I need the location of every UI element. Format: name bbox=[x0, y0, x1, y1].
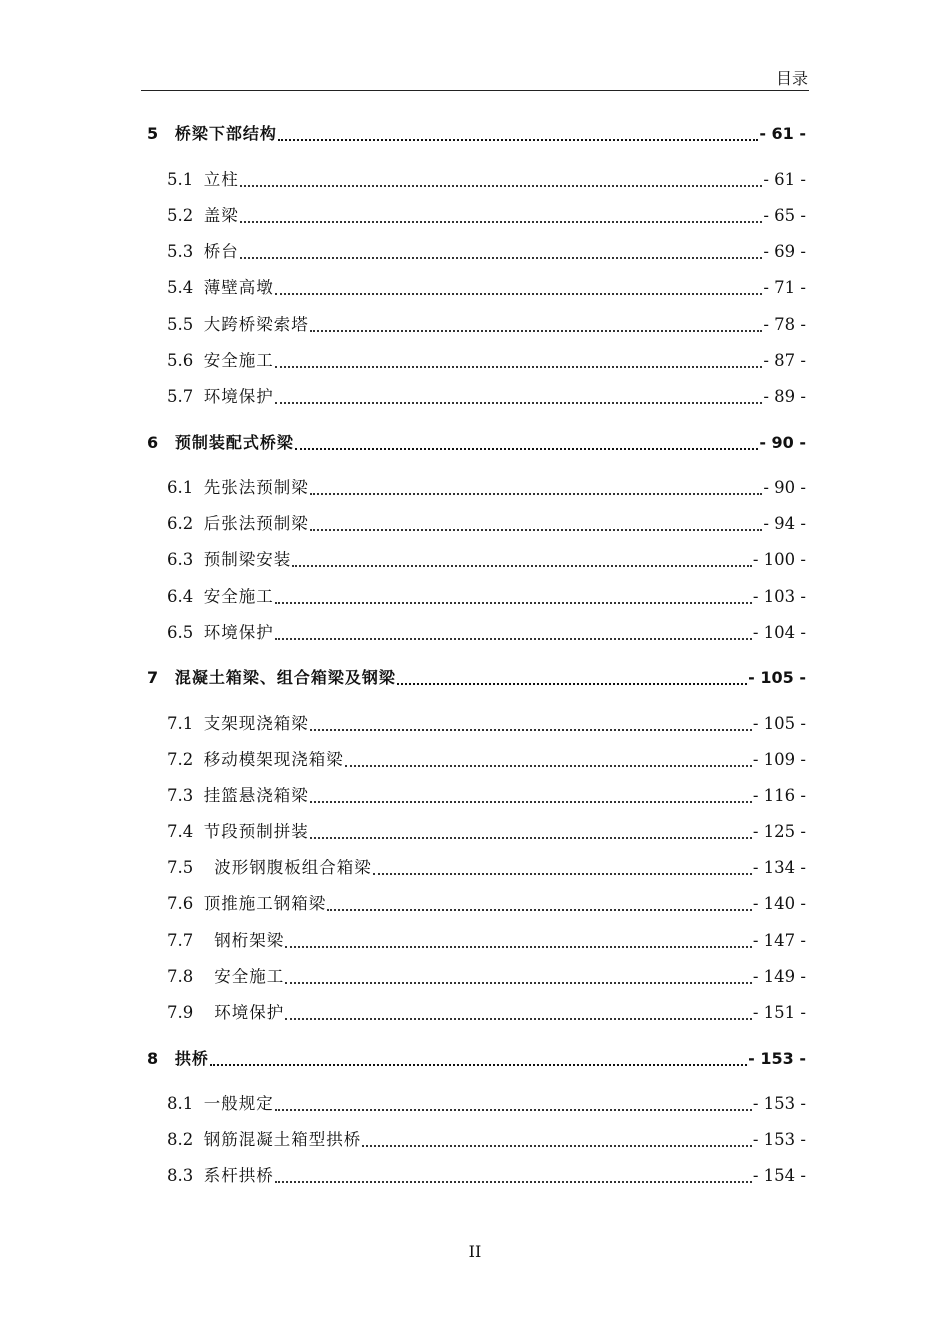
toc-entry-number: 7.2 bbox=[167, 750, 204, 769]
toc-entry-number: 7.5 bbox=[167, 858, 215, 877]
toc-entry-page: - 69 - bbox=[763, 242, 806, 261]
toc-dot-leader bbox=[327, 906, 752, 911]
toc-entry-page: - 134 - bbox=[752, 858, 806, 877]
toc-entry-number: 7.4 bbox=[167, 822, 204, 841]
toc-entry-page: - 105 - bbox=[748, 668, 806, 687]
toc-dot-leader bbox=[275, 1106, 752, 1111]
toc-entry-number: 6.5 bbox=[167, 623, 204, 642]
toc-section-entry[interactable] bbox=[141, 239, 806, 263]
toc-entry-number: 6.2 bbox=[167, 514, 204, 533]
toc-entry-number: 7.6 bbox=[167, 894, 204, 913]
toc-entry-number: 8.2 bbox=[167, 1130, 204, 1149]
toc-dot-leader bbox=[310, 834, 752, 839]
toc-section-entry[interactable] bbox=[141, 783, 806, 807]
toc-entry-title: 波形钢腹板组合箱梁 bbox=[214, 858, 372, 877]
toc-entry-page: - 78 - bbox=[763, 315, 806, 334]
toc-entry-number: 6.4 bbox=[167, 587, 204, 606]
toc-entry-page: - 109 - bbox=[752, 750, 806, 769]
toc-entry-page: - 104 - bbox=[752, 623, 806, 642]
toc-entry-page: - 125 - bbox=[752, 822, 806, 841]
toc-section-entry[interactable] bbox=[141, 348, 806, 372]
toc-section-entry[interactable] bbox=[141, 711, 806, 735]
toc-dot-leader bbox=[345, 762, 752, 767]
toc-entry-number: 5.1 bbox=[167, 170, 204, 189]
toc-section-entry[interactable] bbox=[141, 620, 806, 644]
toc-dot-leader bbox=[240, 254, 763, 259]
toc-entry-title: 支架现浇箱梁 bbox=[203, 714, 309, 733]
toc-dot-leader bbox=[310, 526, 763, 531]
toc-chapter-entry[interactable] bbox=[141, 430, 806, 454]
toc-entry-title: 盖梁 bbox=[203, 206, 239, 225]
toc-entry-page: - 100 - bbox=[752, 550, 806, 569]
toc-section-entry[interactable] bbox=[141, 1163, 806, 1187]
toc-entry-title: 薄壁高墩 bbox=[203, 278, 274, 297]
toc-dot-leader bbox=[275, 290, 763, 295]
toc-dot-leader bbox=[310, 327, 763, 332]
toc-entry-page: - 89 - bbox=[763, 387, 806, 406]
toc-entry-number: 5.4 bbox=[167, 278, 204, 297]
toc-entry-title: 先张法预制梁 bbox=[203, 478, 309, 497]
toc-dot-leader bbox=[275, 363, 763, 368]
toc-dot-leader bbox=[373, 870, 752, 875]
toc-section-entry[interactable] bbox=[141, 891, 806, 915]
toc-entry-page: - 149 - bbox=[752, 967, 806, 986]
toc-entry-number: 5.6 bbox=[167, 351, 204, 370]
toc-entry-title: 节段预制拼装 bbox=[203, 822, 309, 841]
toc-entry-number: 5 bbox=[147, 124, 175, 143]
toc-entry-page: - 87 - bbox=[763, 351, 806, 370]
toc-entry-page: - 154 - bbox=[752, 1166, 806, 1185]
toc-dot-leader bbox=[310, 798, 752, 803]
toc-entry-title: 环境保护 bbox=[214, 1003, 285, 1022]
toc-entry-page: - 116 - bbox=[752, 786, 806, 805]
toc-section-entry[interactable] bbox=[141, 1127, 806, 1151]
toc-section-entry[interactable] bbox=[141, 928, 806, 952]
toc-section-entry[interactable] bbox=[141, 819, 806, 843]
toc-entry-page: - 61 - bbox=[759, 124, 806, 143]
toc-entry-title: 立柱 bbox=[203, 170, 239, 189]
toc-section-entry[interactable] bbox=[141, 584, 806, 608]
toc-dot-leader bbox=[397, 680, 747, 685]
toc-entry-page: - 94 - bbox=[763, 514, 806, 533]
toc-entry-number: 8.3 bbox=[167, 1166, 204, 1185]
toc-entry-page: - 103 - bbox=[752, 587, 806, 606]
toc-dot-leader bbox=[310, 726, 752, 731]
toc-entry-number: 5.7 bbox=[167, 387, 204, 406]
toc-dot-leader bbox=[275, 635, 752, 640]
toc-section-entry[interactable] bbox=[141, 547, 806, 571]
toc-dot-leader bbox=[240, 182, 763, 187]
toc-entry-number: 6 bbox=[147, 433, 175, 452]
toc-dot-leader bbox=[285, 943, 752, 948]
toc-dot-leader bbox=[285, 979, 752, 984]
toc-entry-number: 8.1 bbox=[167, 1094, 204, 1113]
toc-entry-title: 安全施工 bbox=[203, 351, 274, 370]
toc-section-entry[interactable] bbox=[141, 511, 806, 535]
toc-entry-title: 钢桁架梁 bbox=[214, 931, 285, 950]
toc-entry-title: 预制梁安装 bbox=[203, 550, 292, 569]
toc-entry-title: 挂篮悬浇箱梁 bbox=[203, 786, 309, 805]
toc-entry-number: 7.3 bbox=[167, 786, 204, 805]
toc-entry-page: - 65 - bbox=[763, 206, 806, 225]
toc-dot-leader bbox=[362, 1142, 752, 1147]
toc-dot-leader bbox=[295, 445, 758, 450]
toc-entry-page: - 90 - bbox=[759, 433, 806, 452]
toc-entry-title: 钢筋混凝土箱型拱桥 bbox=[203, 1130, 362, 1149]
toc-entry-title: 后张法预制梁 bbox=[203, 514, 309, 533]
toc-entry-number: 7.7 bbox=[167, 931, 215, 950]
toc-entry-title: 安全施工 bbox=[203, 587, 274, 606]
toc-entry-page: - 153 - bbox=[752, 1130, 806, 1149]
toc-entry-page: - 105 - bbox=[752, 714, 806, 733]
toc-section-entry[interactable] bbox=[141, 1091, 806, 1115]
toc-chapter-entry[interactable] bbox=[141, 1046, 806, 1070]
toc-dot-leader bbox=[285, 1015, 752, 1020]
toc-entry-title: 系杆拱桥 bbox=[203, 1166, 274, 1185]
toc-entry-title: 移动模架现浇箱梁 bbox=[203, 750, 344, 769]
toc-entry-number: 6.1 bbox=[167, 478, 204, 497]
toc-dot-leader bbox=[275, 599, 752, 604]
toc-entry-number: 5.2 bbox=[167, 206, 204, 225]
toc-entry-title: 桥梁下部结构 bbox=[174, 124, 277, 143]
toc-section-entry[interactable] bbox=[141, 275, 806, 299]
toc-chapter-entry[interactable] bbox=[141, 121, 806, 145]
toc-entry-page: - 90 - bbox=[763, 478, 806, 497]
toc-section-entry[interactable] bbox=[141, 475, 806, 499]
toc-dot-leader bbox=[275, 1178, 752, 1183]
toc-entry-number: 7.9 bbox=[167, 1003, 215, 1022]
toc-section-entry[interactable] bbox=[141, 384, 806, 408]
toc-entry-page: - 151 - bbox=[752, 1003, 806, 1022]
toc-dot-leader bbox=[292, 562, 752, 567]
toc-section-entry[interactable] bbox=[141, 1000, 806, 1024]
toc-entry-number: 7 bbox=[147, 668, 175, 687]
toc-entry-title: 一般规定 bbox=[203, 1094, 274, 1113]
toc-dot-leader bbox=[210, 1061, 747, 1066]
toc-dot-leader bbox=[240, 218, 763, 223]
page-number: II bbox=[468, 1242, 482, 1261]
toc-entry-number: 6.3 bbox=[167, 550, 204, 569]
toc-entry-page: - 147 - bbox=[752, 931, 806, 950]
toc-entry-number: 7.8 bbox=[167, 967, 215, 986]
toc-entry-page: - 71 - bbox=[763, 278, 806, 297]
toc-section-entry[interactable] bbox=[141, 855, 806, 879]
toc-entry-page: - 61 - bbox=[763, 170, 806, 189]
toc-entry-title: 安全施工 bbox=[214, 967, 285, 986]
header-rule bbox=[141, 90, 809, 91]
toc-dot-leader bbox=[278, 136, 758, 141]
toc-section-entry[interactable] bbox=[141, 203, 806, 227]
toc-entry-number: 8 bbox=[147, 1049, 175, 1068]
toc-entry-title: 环境保护 bbox=[203, 623, 274, 642]
toc-dot-leader bbox=[275, 399, 763, 404]
toc-section-entry[interactable] bbox=[141, 312, 806, 336]
toc-dot-leader bbox=[310, 490, 763, 495]
toc-chapter-entry[interactable] bbox=[141, 665, 806, 689]
toc-entry-title: 环境保护 bbox=[203, 387, 274, 406]
toc-section-entry[interactable] bbox=[141, 167, 806, 191]
toc-entry-title: 混凝土箱梁、组合箱梁及钢梁 bbox=[174, 668, 396, 687]
toc-entry-page: - 140 - bbox=[752, 894, 806, 913]
toc-entry-title: 顶推施工钢箱梁 bbox=[203, 894, 327, 913]
toc-entry-page: - 153 - bbox=[748, 1049, 806, 1068]
toc-entry-number: 5.5 bbox=[167, 315, 204, 334]
toc-section-entry[interactable] bbox=[141, 747, 806, 771]
toc-entry-number: 5.3 bbox=[167, 242, 204, 261]
toc-section-entry[interactable] bbox=[141, 964, 806, 988]
toc-entry-number: 7.1 bbox=[167, 714, 204, 733]
toc-entry-title: 预制装配式桥梁 bbox=[174, 433, 294, 452]
toc-entry-page: - 153 - bbox=[752, 1094, 806, 1113]
toc-entry-title: 拱桥 bbox=[174, 1049, 209, 1068]
toc-entry-title: 桥台 bbox=[203, 242, 239, 261]
toc-entry-title: 大跨桥梁索塔 bbox=[203, 315, 309, 334]
page-header-title: 目录 bbox=[775, 69, 808, 88]
